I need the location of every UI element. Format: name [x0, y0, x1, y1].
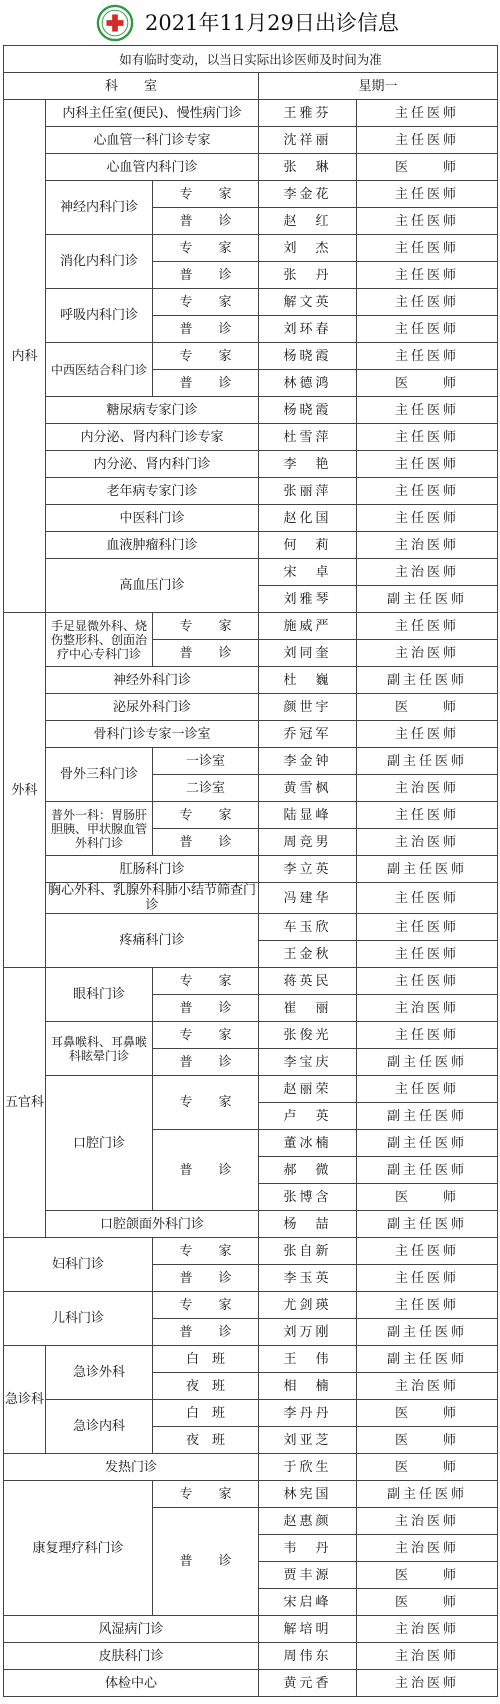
dept-name: 康复理疗科门诊 [4, 1481, 153, 1616]
dept-name: 手足显微外科、烧伤整形科、创面治疗中心专科门诊 [46, 613, 153, 667]
doctor-title: 副主任医师 [357, 1130, 498, 1157]
doctor-name: 相 楠 [259, 1373, 357, 1400]
doctor-title: 医 师 [357, 1454, 498, 1481]
doctor-title: 主治医师 [357, 640, 498, 667]
doctor-title: 副主任医师 [357, 667, 498, 694]
doctor-title: 主治医师 [357, 1535, 498, 1562]
dept-name: 神经外科门诊 [46, 667, 259, 694]
dept-name: 疼痛科门诊 [46, 914, 259, 968]
sub-type: 白 班 [153, 1400, 259, 1427]
doctor-name: 李玉英 [259, 1265, 357, 1292]
doctor-title: 主任医师 [357, 235, 498, 262]
column-header-row [4, 73, 498, 100]
doctor-name: 张 琳 [259, 154, 357, 181]
doctor-name: 李金钟 [259, 748, 357, 775]
dept-name: 内科主任室(便民)、慢性病门诊 [46, 100, 259, 127]
doctor-title: 主任医师 [357, 1292, 498, 1319]
doctor-title: 副主任医师 [357, 1481, 498, 1508]
doctor-title: 副主任医师 [357, 856, 498, 883]
doctor-name: 刘万刚 [259, 1319, 357, 1346]
page-header [0, 0, 500, 46]
doctor-name: 杜雪萍 [259, 424, 357, 451]
sub-type: 专 家 [153, 289, 259, 316]
doctor-title: 主任医师 [357, 1022, 498, 1049]
sub-type: 普 诊 [153, 208, 259, 235]
dept-name: 皮肤科门诊 [4, 1643, 259, 1670]
doctor-title: 主任医师 [357, 721, 498, 748]
doctor-name: 沈祥丽 [259, 127, 357, 154]
doctor-name: 郝 微 [259, 1157, 357, 1184]
doctor-name: 解文英 [259, 289, 357, 316]
doctor-name: 陆显峰 [259, 802, 357, 829]
category-wuguan: 五官科 [4, 968, 46, 1238]
doctor-title: 主任医师 [357, 127, 498, 154]
sub-type: 夜 班 [153, 1427, 259, 1454]
doctor-name: 周竞男 [259, 829, 357, 856]
doctor-name: 宋启峰 [259, 1589, 357, 1616]
doctor-name: 赵 红 [259, 208, 357, 235]
dept-name: 血液肿瘤科门诊 [46, 532, 259, 559]
doctor-name: 于欣生 [259, 1454, 357, 1481]
doctor-name: 贾丰源 [259, 1562, 357, 1589]
doctor-title: 主治医师 [357, 1508, 498, 1535]
sub-type: 专 家 [153, 235, 259, 262]
doctor-title: 主任医师 [357, 802, 498, 829]
dept-name: 儿科门诊 [4, 1292, 153, 1346]
doctor-name: 刘 杰 [259, 235, 357, 262]
doctor-title: 主任医师 [357, 397, 498, 424]
doctor-name: 杨 喆 [259, 1211, 357, 1238]
dept-name: 体检中心 [4, 1670, 259, 1697]
doctor-name: 王雅芬 [259, 100, 357, 127]
dept-name: 耳鼻喉科、耳鼻喉科眩晕门诊 [46, 1022, 153, 1076]
doctor-name: 刘亚芝 [259, 1427, 357, 1454]
doctor-name: 卢 英 [259, 1103, 357, 1130]
doctor-name: 张博含 [259, 1184, 357, 1211]
doctor-name: 赵惠颜 [259, 1508, 357, 1535]
sub-type: 普 诊 [153, 829, 259, 856]
doctor-name: 李丹丹 [259, 1400, 357, 1427]
doctor-name: 乔冠军 [259, 721, 357, 748]
doctor-name: 杨晓霞 [259, 397, 357, 424]
doctor-title: 医 师 [357, 370, 498, 397]
doctor-title: 主任医师 [357, 505, 498, 532]
doctor-title: 主任医师 [357, 1238, 498, 1265]
sub-type: 普 诊 [153, 1130, 259, 1211]
sub-type: 专 家 [153, 1481, 259, 1508]
doctor-title: 主任医师 [357, 262, 498, 289]
doctor-name: 黄雪枫 [259, 775, 357, 802]
doctor-name: 赵丽荣 [259, 1076, 357, 1103]
sub-type: 二诊室 [153, 775, 259, 802]
sub-type: 普 诊 [153, 262, 259, 289]
sub-type: 白 班 [153, 1346, 259, 1373]
dept-name: 心血管内科门诊 [46, 154, 259, 181]
sub-type: 普 诊 [153, 370, 259, 397]
doctor-title: 主治医师 [357, 829, 498, 856]
doctor-title: 副主任医师 [357, 1049, 498, 1076]
dept-name: 发热门诊 [4, 1454, 259, 1481]
schedule-table [3, 45, 498, 1697]
dept-name: 骨科门诊专家一诊室 [46, 721, 259, 748]
sub-type: 专 家 [153, 968, 259, 995]
dept-name: 呼吸内科门诊 [46, 289, 153, 343]
dept-name: 内分泌、肾内科门诊 [46, 451, 259, 478]
dept-name: 老年病专家门诊 [46, 478, 259, 505]
sub-type: 一诊室 [153, 748, 259, 775]
doctor-title: 主治医师 [357, 1373, 498, 1400]
doctor-name: 李金花 [259, 181, 357, 208]
dept-name: 心血管一科门诊专家 [46, 127, 259, 154]
sub-type: 专 家 [153, 1022, 259, 1049]
sub-type: 专 家 [153, 181, 259, 208]
doctor-title: 副主任医师 [357, 1319, 498, 1346]
notice-text: 如有临时变动，以当日实际出诊医师及时间为准 [4, 46, 498, 73]
doctor-name: 杜 巍 [259, 667, 357, 694]
doctor-name: 董冰楠 [259, 1130, 357, 1157]
doctor-title: 医 师 [357, 1184, 498, 1211]
doctor-title: 医 师 [357, 1400, 498, 1427]
doctor-name: 杨晓霞 [259, 343, 357, 370]
dept-name: 胸心外科、乳腺外科肺小结节筛查门诊 [46, 883, 259, 914]
doctor-name: 车玉欣 [259, 914, 357, 941]
doctor-title: 主任医师 [357, 914, 498, 941]
column-header-day: 星期一 [259, 73, 498, 100]
sub-type: 普 诊 [153, 1265, 259, 1292]
doctor-title: 副主任医师 [357, 586, 498, 613]
doctor-name: 赵化国 [259, 505, 357, 532]
hospital-logo-icon [96, 4, 134, 42]
dept-name: 口腔颌面外科门诊 [46, 1211, 259, 1238]
doctor-title: 医 师 [357, 1427, 498, 1454]
notice-row [4, 46, 498, 73]
doctor-title: 主任医师 [357, 100, 498, 127]
doctor-title: 副主任医师 [357, 1103, 498, 1130]
doctor-name: 黄元香 [259, 1670, 357, 1697]
sub-type: 夜 班 [153, 1373, 259, 1400]
doctor-name: 冯建华 [259, 883, 357, 914]
dept-name: 高血压门诊 [46, 559, 259, 613]
doctor-title: 医 师 [357, 1562, 498, 1589]
sub-type: 专 家 [153, 613, 259, 640]
dept-name: 普外一科：胃肠肝胆胰、甲状腺血管外科门诊 [46, 802, 153, 856]
doctor-name: 李宝庆 [259, 1049, 357, 1076]
doctor-title: 副主任医师 [357, 1211, 498, 1238]
category-waike: 外科 [4, 613, 46, 968]
doctor-name: 王 伟 [259, 1346, 357, 1373]
sub-type: 普 诊 [153, 640, 259, 667]
dept-name: 糖尿病专家门诊 [46, 397, 259, 424]
doctor-title: 副主任医师 [357, 1157, 498, 1184]
sub-type: 普 诊 [153, 316, 259, 343]
dept-name: 口腔门诊 [46, 1076, 153, 1211]
doctor-title: 主任医师 [357, 968, 498, 995]
dept-name: 妇科门诊 [4, 1238, 153, 1292]
sub-type: 普 诊 [153, 995, 259, 1022]
dept-name: 骨外三科门诊 [46, 748, 153, 802]
doctor-name: 崔 丽 [259, 995, 357, 1022]
dept-name: 神经内科门诊 [46, 181, 153, 235]
doctor-name: 李 艳 [259, 451, 357, 478]
doctor-title: 主任医师 [357, 289, 498, 316]
dept-name: 风湿病门诊 [4, 1616, 259, 1643]
sub-type: 普 诊 [153, 1319, 259, 1346]
column-header-dept: 科 室 [4, 73, 259, 100]
doctor-title: 主任医师 [357, 451, 498, 478]
dept-name: 中医科门诊 [46, 505, 259, 532]
doctor-title: 主治医师 [357, 775, 498, 802]
doctor-name: 解培明 [259, 1616, 357, 1643]
doctor-title: 主任医师 [357, 424, 498, 451]
doctor-title: 主治医师 [357, 995, 498, 1022]
sub-type: 普 诊 [153, 1049, 259, 1076]
doctor-title: 主任医师 [357, 181, 498, 208]
doctor-name: 张 丹 [259, 262, 357, 289]
doctor-title: 主治医师 [357, 1643, 498, 1670]
doctor-title: 副主任医师 [357, 748, 498, 775]
doctor-name: 何 莉 [259, 532, 357, 559]
doctor-title: 主任医师 [357, 316, 498, 343]
doctor-name: 张俊光 [259, 1022, 357, 1049]
sub-type: 专 家 [153, 1076, 259, 1130]
doctor-name: 林德鸿 [259, 370, 357, 397]
doctor-name: 刘雅琴 [259, 586, 357, 613]
dept-name: 急诊内科 [46, 1400, 153, 1454]
dept-name: 肛肠科门诊 [46, 856, 259, 883]
doctor-name: 施威严 [259, 613, 357, 640]
doctor-name: 王金秋 [259, 941, 357, 968]
doctor-title: 医 师 [357, 1589, 498, 1616]
doctor-title: 主任医师 [357, 208, 498, 235]
doctor-title: 主任医师 [357, 343, 498, 370]
dept-name: 消化内科门诊 [46, 235, 153, 289]
dept-name: 内分泌、肾内科门诊专家 [46, 424, 259, 451]
doctor-name: 张丽萍 [259, 478, 357, 505]
doctor-name: 尤剑瑛 [259, 1292, 357, 1319]
doctor-name: 林宪国 [259, 1481, 357, 1508]
doctor-name: 韦 丹 [259, 1535, 357, 1562]
category-jizhen: 急诊科 [4, 1346, 46, 1454]
doctor-title: 医 师 [357, 694, 498, 721]
doctor-name: 宋 卓 [259, 559, 357, 586]
sub-type: 专 家 [153, 343, 259, 370]
doctor-title: 主任医师 [357, 883, 498, 914]
doctor-name: 刘环春 [259, 316, 357, 343]
category-neike: 内科 [4, 100, 46, 613]
sub-type: 专 家 [153, 802, 259, 829]
doctor-title: 主治医师 [357, 1616, 498, 1643]
doctor-name: 蒋英民 [259, 968, 357, 995]
sub-type: 普 诊 [153, 1508, 259, 1616]
doctor-title: 主任医师 [357, 1076, 498, 1103]
doctor-title: 主任医师 [357, 1265, 498, 1292]
page-title: 2021年11月29日出诊信息 [145, 11, 399, 35]
doctor-title: 主治医师 [357, 532, 498, 559]
dept-name: 眼科门诊 [46, 968, 153, 1022]
doctor-name: 颜世宇 [259, 694, 357, 721]
dept-name: 中西医结合科门诊 [46, 343, 153, 397]
doctor-title: 副主任医师 [357, 1346, 498, 1373]
dept-name: 急诊外科 [46, 1346, 153, 1400]
doctor-name: 周伟东 [259, 1643, 357, 1670]
doctor-name: 李立英 [259, 856, 357, 883]
doctor-name: 刘同奎 [259, 640, 357, 667]
doctor-title: 主任医师 [357, 941, 498, 968]
doctor-title: 主治医师 [357, 1670, 498, 1697]
sub-type: 专 家 [153, 1238, 259, 1265]
sub-type: 专 家 [153, 1292, 259, 1319]
doctor-name: 张自新 [259, 1238, 357, 1265]
doctor-title: 医 师 [357, 154, 498, 181]
doctor-title: 主任医师 [357, 478, 498, 505]
doctor-title: 主治医师 [357, 559, 498, 586]
dept-name: 泌尿外科门诊 [46, 694, 259, 721]
doctor-title: 主任医师 [357, 613, 498, 640]
